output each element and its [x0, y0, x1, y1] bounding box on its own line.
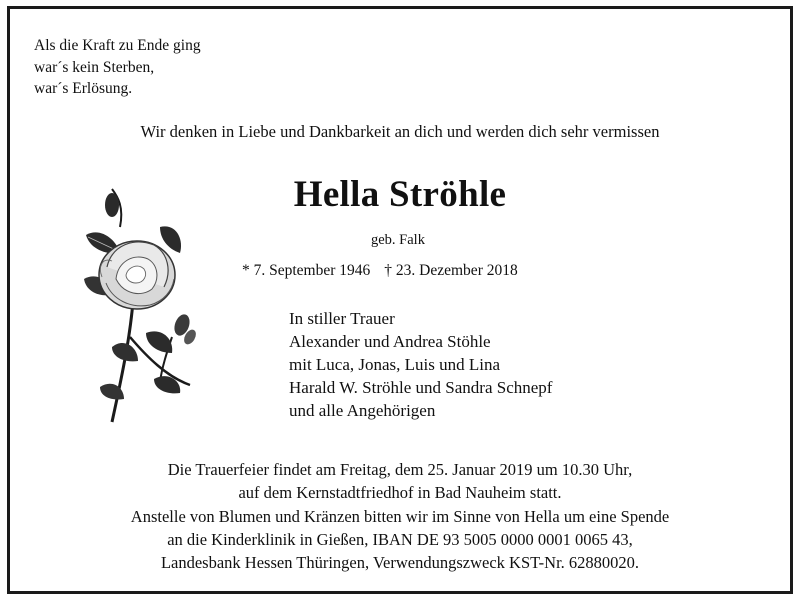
poem-line: war´s kein Sterben,: [34, 58, 155, 76]
mourner-line: mit Luca, Jonas, Luis und Lina: [289, 355, 501, 374]
notice-line: auf dem Kernstadtfriedhof in Bad Nauheim statt.: [238, 483, 562, 503]
mourner-line: und alle Angehörigen: [289, 401, 436, 420]
rose-icon: [72, 187, 202, 429]
notice-line: Die Trauerfeier findet am Freitag, dem 25. Januar 2019 um 10.30 Uhr,: [167, 460, 633, 479]
mourner-line: Alexander und Andrea Stöhle: [289, 332, 491, 351]
poem-line: war´s Erlösung.: [34, 80, 133, 97]
deceased-name: Hella Ströhle: [293, 174, 507, 215]
notice-line: an die Kinderklinik in Gießen, IBAN DE 93 5005 0000 0001 0065 43,: [167, 529, 633, 549]
poem-line: Als die Kraft zu Ende ging: [34, 37, 201, 54]
poem: [34, 35, 201, 100]
birth-date: * 7. September 1946: [242, 262, 371, 279]
notice-line: Anstelle von Blumen und Kränzen bitten wir im Sinne von Hella um eine Spende: [130, 506, 670, 526]
motto: Wir denken in Liebe und Dankbarkeit an dich und werden dich sehr vermissen: [140, 122, 660, 141]
notice-line: Landesbank Hessen Thüringen, Verwendungszweck KST-Nr. 62880020.: [160, 553, 640, 573]
mourners: [289, 307, 552, 422]
mourner-line: Harald W. Ströhle und Sandra Schnepf: [289, 378, 553, 397]
death-date: † 23. Dezember 2018: [384, 262, 518, 279]
life-dates: [242, 262, 518, 280]
birth-name: geb. Falk: [371, 232, 425, 248]
funeral-notice: [10, 458, 790, 574]
obituary-frame: [7, 6, 793, 594]
mourner-line: In stiller Trauer: [289, 309, 395, 328]
